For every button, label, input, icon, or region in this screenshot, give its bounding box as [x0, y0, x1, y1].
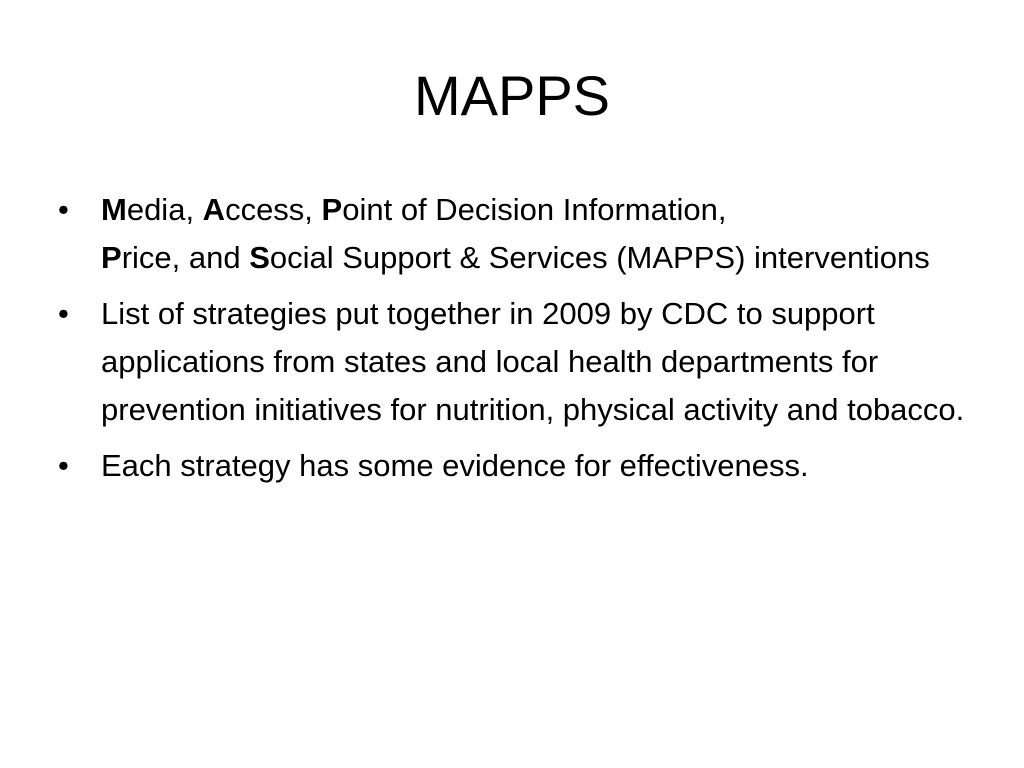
acronym-letter-p: P [321, 192, 343, 227]
bullet-item-evidence [58, 442, 968, 490]
acronym-letter-s: S [249, 240, 270, 275]
acronym-letter-m: M [101, 192, 127, 227]
bullet-text-segment: oint of Decision Information, [342, 192, 727, 227]
bullet-text-segment: rice, and [121, 240, 250, 275]
bullet-text-segment: ccess, [225, 192, 322, 227]
slide-title: MAPPS [413, 64, 611, 127]
bullet-icon: • [58, 192, 69, 227]
bullet-item-strategy-list [58, 290, 968, 434]
bullet-list [58, 186, 968, 498]
bullet-text: List of strategies put together in 2009 by CDC to support applications from states and local health departments for prevention initiatives for nutrition, physical activity and tobacco. [101, 296, 965, 427]
bullet-icon: • [58, 296, 69, 331]
bullet-text [101, 192, 930, 275]
bullet-icon: • [58, 448, 69, 483]
bullet-text-segment: ocial Support & Services (MAPPS) interventions [269, 240, 930, 275]
bullet-item-mapps-definition [58, 186, 968, 282]
acronym-letter-p: P [101, 240, 122, 275]
bullet-text: Each strategy has some evidence for effectiveness. [101, 448, 809, 483]
bullet-text-segment: edia, [126, 192, 203, 227]
acronym-letter-a: A [202, 192, 226, 227]
